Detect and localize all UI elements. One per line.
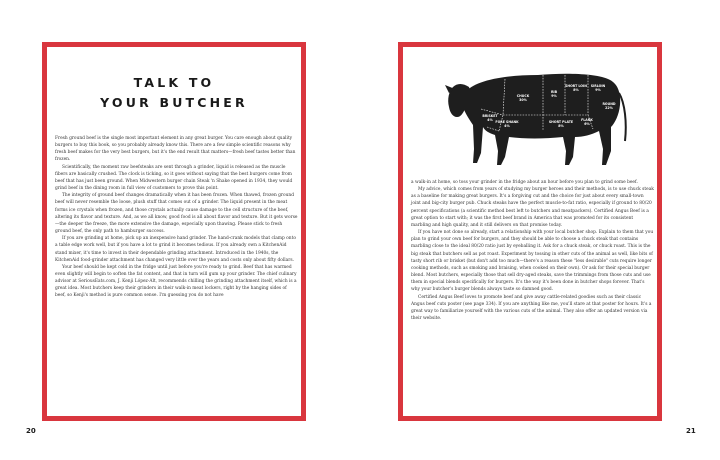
cut-label-round: ROUND xyxy=(602,102,616,106)
chapter-title xyxy=(47,73,301,113)
page-number-right: 21 xyxy=(686,427,696,435)
chapter-title-line-2: YOUR BUTCHER xyxy=(100,95,248,110)
paragraph: a walk-in at home, so toss your grinder in the fridge about an hour before you plan to grind some beef. xyxy=(411,180,638,185)
cut-pct-brisket: 4% xyxy=(487,118,493,122)
cut-pct-round: 22% xyxy=(605,106,613,110)
paragraph: My advice, which comes from years of studying my burger heroes and their methods, is to use chuck steak as a baseline for making great burgers. It's a forgiving cut and the choice for just about every small-town joint and big-city burger pub. Chuck steaks have the perfect muscle-to-fat ratio, especially if ground to 80/20 percent specifications (a scientific method best left to butchers and meatpackers). Certified Angus Beef is a great option to start with; it was the first beef brand in America that was promoted for its consistent marbling and high quality, and it still delivers on that promise today. xyxy=(411,187,654,228)
cut-pct-chuck: 30% xyxy=(519,98,527,102)
chapter-title-line-1: TALK TO xyxy=(133,75,215,90)
cut-pct-sirloin: 9% xyxy=(595,88,601,92)
cut-pct-fore-shank: 4% xyxy=(504,124,510,128)
left-page-frame xyxy=(42,42,306,421)
paragraph: Your beef should be kept cold in the fridge until just before you're ready to grind. Beef that has warmed even slightly will begin to soften the fat content, and that in turn will gum up your grinder. The chief culinary advisor at SeriousEats.com, J. Kenji López-Alt, recommends chilling the grinding attachment itself, which is a great idea. Most butchers keep their grinders in their walk-in meat lockers, right by the hanging sides of beef, so Kenji's method is pure common sense. I'm guessing you do not have xyxy=(55,264,297,299)
paragraph: If you are grinding at home, pick up an inexpensive hand grinder. The hand-crank models that clamp onto a table edge work well, but if you have a lot to grind it becomes tedious. If you already own a KitchenAid stand mixer, it's time to invest in their dependable grinding attachment. Introduced in the 1940s, the KitchenAid food-grinder attachment has changed very little over the years and costs only about fifty dollars. xyxy=(55,236,296,263)
cut-label-chuck: CHUCK xyxy=(516,94,530,98)
cut-label-fore-shank: FORE SHANK xyxy=(495,120,519,124)
cut-label-sirloin: SIRLOIN xyxy=(590,84,606,88)
cut-pct-short-loin: 8% xyxy=(573,88,579,92)
cut-label-short-loin: SHORT LOIN xyxy=(565,84,587,88)
paragraph: The integrity of ground beef changes dramatically when it has been frozen. When thawed, frozen ground beef will never resemble the loose, plush stuff that comes out of a grinder. The liquid present in the meat forms ice crystals when frozen, and those crystals actually cause damage to the cell structure of the beef, altering its flavor and texture. And, as we all know, good food is all about flavor and texture. But it gets worse—the deeper the freeze, the more extensive the damage, especially upon thawing. Please stick to fresh ground beef, the only path to hamburger success. xyxy=(55,193,298,235)
paragraph: Scientifically, the moment raw beefsteaks are sent through a grinder, liquid is released as the muscle fibers are basically crushed. The clock is ticking, so it goes without saying that the best burgers come from beef that has just been ground. When Midwestern burger chain Steak 'n Shake opened in 1934, they would grind beef in the dining room in full view of customers to prove this point. xyxy=(55,164,293,192)
left-body-text xyxy=(55,135,298,300)
paragraph: If you have not done so already, start a relationship with your local butcher shop. Explain to them that you plan to grind your own beef for burgers, and they should be able to choose a chuck steak that contains marbling close to the ideal 80/20 ratio just by eyeballing it. Ask for a chuck steak, or chuck roast. This is the big steak that butchers sell as pot roast. Experiment by tossing in other cuts of the animal as well, like bits of tasty short rib or brisket (but don't add too much—there's a reason these "less desirable" cuts require longer cooking methods, such as smoking and braising, when cooked on their own). Or ask for their special burger blend. Most butchers, especially those that sell dry-aged steaks, save the trimmings from those cuts and use them in special blends specifically for burgers. It's the way it's been done in butcher shops forever. That's why your butcher's burger blends always taste so damned good. xyxy=(411,230,654,293)
cut-pct-rib: 9% xyxy=(551,94,557,98)
cut-label-flank: FLANK xyxy=(581,118,593,122)
beef-cuts-cow-illustration xyxy=(443,53,633,173)
cut-pct-short-plate: 8% xyxy=(558,124,564,128)
cut-pct-flank: 6% xyxy=(584,122,590,126)
right-body-text xyxy=(411,179,654,322)
paragraph: Certified Angus Beef loves to promote beef and give away cattle-related goodies such as their classic Angus beef cuts poster (see page 334). If you are anything like me, you'll stare at that poster for hours. It's a great way to familiarize yourself with the various cuts of the animal. They also offer an updated version via their website. xyxy=(411,294,652,321)
cut-label-short-plate: SHORT PLATE xyxy=(548,120,574,124)
cut-label-brisket: BRISKET xyxy=(482,114,498,118)
page-number-left: 20 xyxy=(26,427,36,435)
paragraph: Fresh ground beef is the single most important element in any great burger. You care enough about quality burgers to buy this book, so you probably already know this. There are a few simple scientific reasons why fresh beef makes for the very best burgers, but it's the end result that matters—fresh beef tastes better than frozen. xyxy=(55,136,296,163)
cut-label-rib: RIB xyxy=(550,90,558,94)
right-page-frame xyxy=(398,42,662,421)
